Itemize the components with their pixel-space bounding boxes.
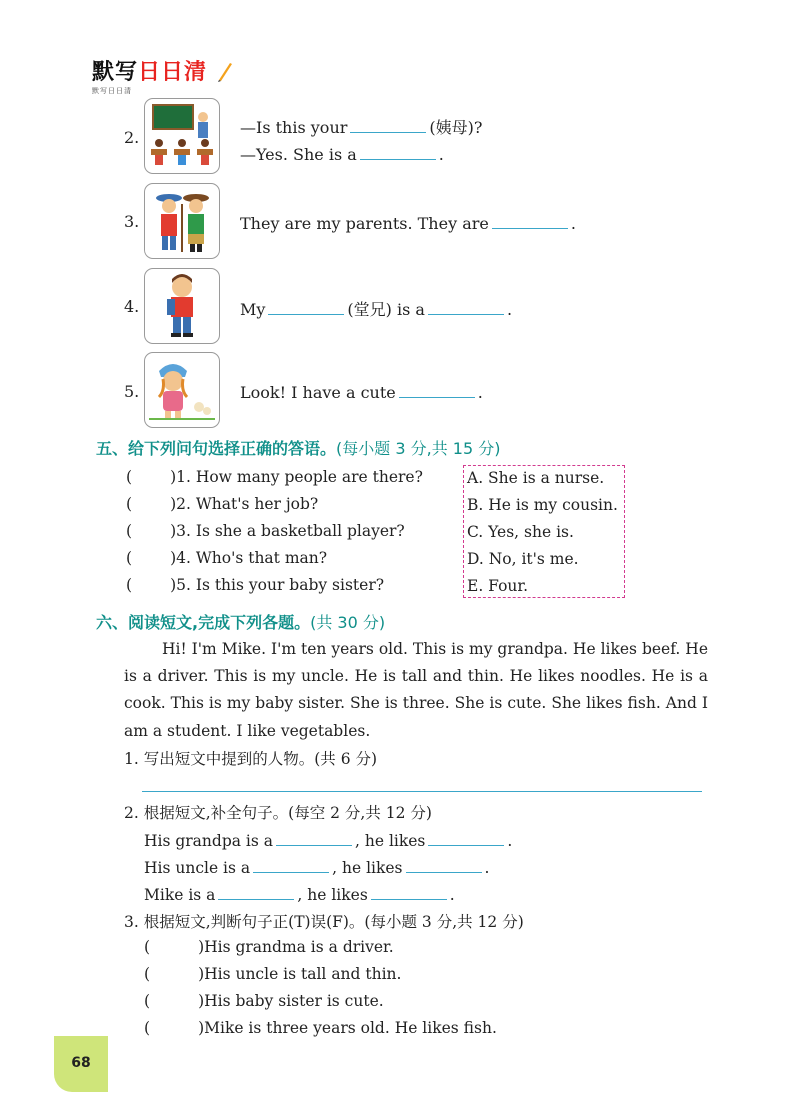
question-row[interactable] <box>126 576 384 594</box>
statement-text: )Mike is three years old. He likes fish. <box>198 1019 497 1037</box>
answer-blank[interactable] <box>360 143 436 160</box>
q2-sentence <box>144 883 455 904</box>
answer-paren: ( <box>144 1019 151 1037</box>
question-text: )3. Is she a basketball player? <box>170 522 405 540</box>
sentence-end: . <box>507 832 513 850</box>
answer-text: —Yes. She is a <box>240 145 357 164</box>
item-number: 3. <box>124 212 140 231</box>
item-2-answer <box>240 143 444 164</box>
q2-sentence <box>144 856 489 877</box>
option-e: E. Four. <box>467 577 529 595</box>
logo-text-red: 日日清 <box>138 60 208 85</box>
answer-blank[interactable] <box>276 829 352 846</box>
sentence-text: His grandpa is a <box>144 832 274 850</box>
item-number: 2. <box>124 128 140 147</box>
answer-blank[interactable] <box>399 381 475 398</box>
question-row[interactable] <box>126 468 423 486</box>
sentence-text: Look! I have a cute <box>240 383 396 402</box>
statement-text: )His baby sister is cute. <box>198 992 384 1010</box>
option-d: D. No, it's me. <box>467 550 579 568</box>
answer-paren: ( <box>126 495 133 513</box>
answer-paren: ( <box>126 468 133 486</box>
baby-picture <box>144 352 220 428</box>
section-points: (每小题 3 分,共 15 分) <box>336 439 501 458</box>
option-a: A. She is a nurse. <box>467 469 605 487</box>
question-text: )2. What's her job? <box>170 495 319 513</box>
sentence-end: . <box>506 300 513 319</box>
item-5-sentence <box>240 381 483 402</box>
sentence-end: . <box>570 214 576 233</box>
pen-icon <box>216 60 234 82</box>
question-3: 3. 根据短文,判断句子正(T)误(F)。(每小题 3 分,共 12 分) <box>124 913 524 931</box>
question-text: )1. How many people are there? <box>170 468 423 486</box>
section-title-text: 六、阅读短文,完成下列各题。 <box>96 613 311 632</box>
item-number: 4. <box>124 297 140 316</box>
sentence-end: . <box>477 383 483 402</box>
question-row[interactable] <box>126 522 405 540</box>
sentence-text: My <box>240 300 266 319</box>
item-3-sentence <box>240 212 576 233</box>
answer-paren: ( <box>126 576 133 594</box>
sentence-text: They are my parents. They are <box>240 214 489 233</box>
option-b: B. He is my cousin. <box>467 496 618 514</box>
page-number: 68 <box>54 1036 108 1092</box>
answer-blank[interactable] <box>492 212 568 229</box>
sentence-end: . <box>449 886 455 904</box>
answer-paren: ( <box>144 965 151 983</box>
option-c: C. Yes, she is. <box>467 523 574 541</box>
question-text: )4. Who's that man? <box>170 549 328 567</box>
question-hint: (姨母)? <box>429 118 483 137</box>
answer-paren: ( <box>126 522 133 540</box>
item-2-question <box>240 115 482 138</box>
sentence-hint: (堂兄) is a <box>347 300 425 319</box>
answer-paren: ( <box>126 549 133 567</box>
question-1: 1. 写出短文中提到的人物。(共 6 分) <box>124 750 378 768</box>
section-6-title <box>96 610 385 633</box>
boy-picture <box>144 268 220 344</box>
sentence-text: , he likes <box>332 859 403 877</box>
answer-blank[interactable] <box>350 116 426 133</box>
item-4-sentence <box>240 297 512 320</box>
boy-illustration-icon <box>145 269 219 343</box>
section-5-title <box>96 436 500 459</box>
tf-row[interactable] <box>144 938 394 956</box>
question-row[interactable] <box>126 549 327 567</box>
answer-blank[interactable] <box>218 883 294 900</box>
answer-end: . <box>438 145 444 164</box>
sentence-text: Mike is a <box>144 886 216 904</box>
sentence-end: . <box>484 859 490 877</box>
answer-blank[interactable] <box>371 883 447 900</box>
header-logo <box>92 60 252 96</box>
question-text: )5. Is this your baby sister? <box>170 576 385 594</box>
answer-paren: ( <box>144 938 151 956</box>
question-row[interactable] <box>126 495 318 513</box>
sentence-text: , he likes <box>355 832 426 850</box>
item-number: 5. <box>124 382 140 401</box>
sentence-text: , he likes <box>297 886 368 904</box>
logo-subtext: 默写日日清 <box>92 87 132 95</box>
section-title-text: 五、给下列问句选择正确的答语。 <box>96 439 337 458</box>
logo-text-black: 默写 <box>92 60 139 85</box>
answer-paren: ( <box>144 992 151 1010</box>
question-2: 2. 根据短文,补全句子。(每空 2 分,共 12 分) <box>124 804 432 822</box>
answer-blank[interactable] <box>428 298 504 315</box>
tf-row[interactable] <box>144 1019 497 1037</box>
farmers-illustration-icon <box>145 184 219 258</box>
section-points: (共 30 分) <box>310 613 386 632</box>
baby-illustration-icon <box>145 353 219 427</box>
answer-blank[interactable] <box>253 856 329 873</box>
answer-line[interactable] <box>142 791 702 792</box>
reading-passage: Hi! I'm Mike. I'm ten years old. This is my grandpa. He likes beef. He is a driver. This is my uncle. He is tall and thin. He likes noodles. He is a cook. This is my baby sister. She is three. She is cute. She likes fish. And I am a student. I like vegetables. <box>124 640 708 740</box>
statement-text: )His uncle is tall and thin. <box>198 965 402 983</box>
answer-blank[interactable] <box>428 829 504 846</box>
farmers-picture <box>144 183 220 259</box>
tf-row[interactable] <box>144 992 384 1010</box>
tf-row[interactable] <box>144 965 401 983</box>
classroom-picture <box>144 98 220 174</box>
question-text: —Is this your <box>240 118 348 137</box>
q2-sentence <box>144 829 512 850</box>
answer-options-box <box>463 465 625 598</box>
answer-blank[interactable] <box>406 856 482 873</box>
answer-blank[interactable] <box>268 298 344 315</box>
statement-text: )His grandma is a driver. <box>198 938 394 956</box>
sentence-text: His uncle is a <box>144 859 251 877</box>
classroom-illustration-icon <box>145 99 219 173</box>
